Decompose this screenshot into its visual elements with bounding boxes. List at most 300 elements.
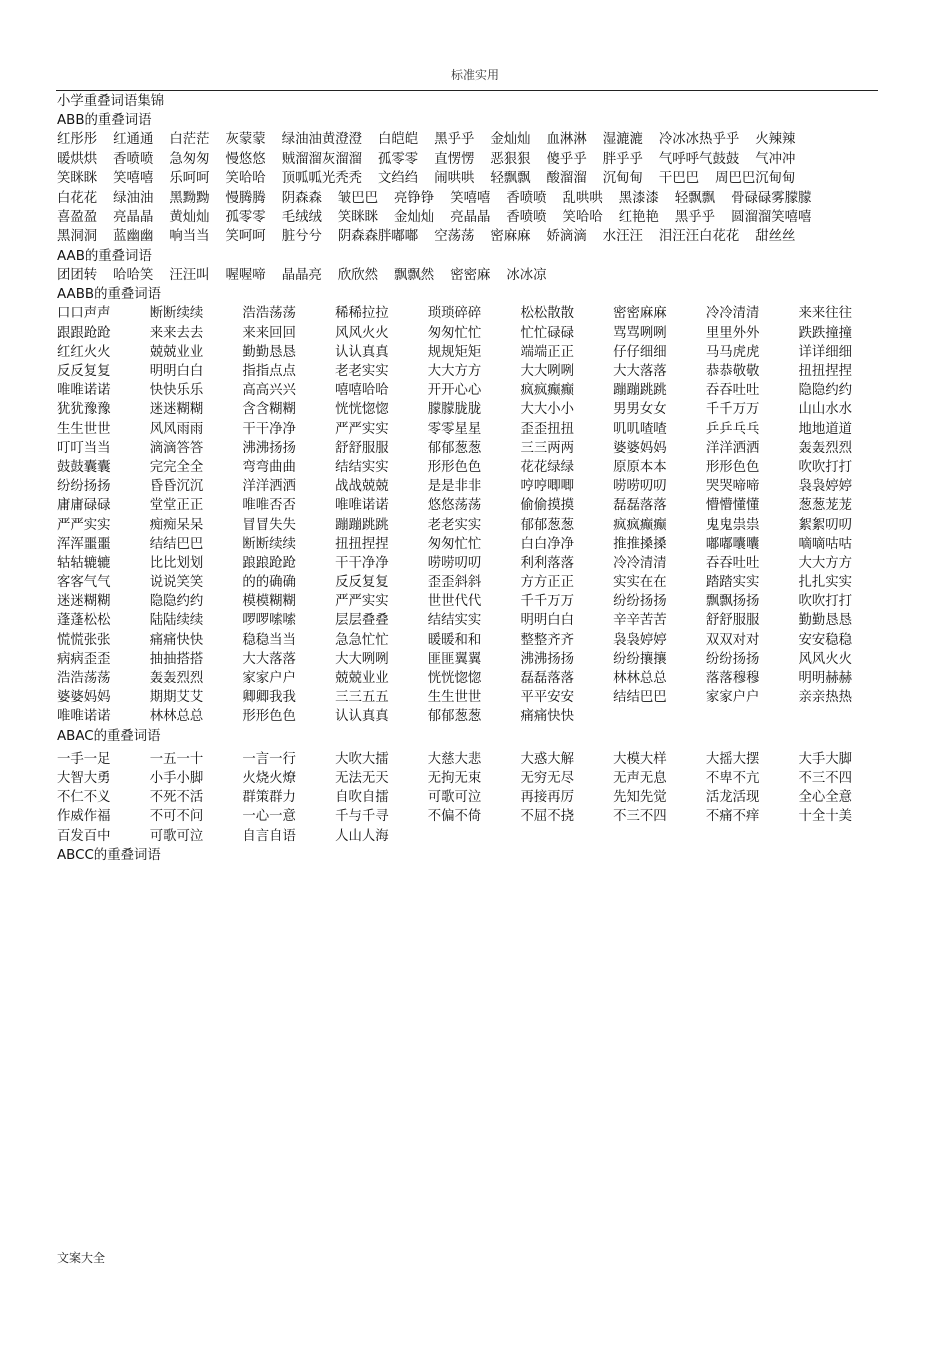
- word: 昏昏沉沉: [149, 479, 204, 495]
- word: 形形色色: [427, 459, 482, 475]
- word: 袅袅婷婷: [798, 479, 853, 495]
- word: 冒冒失失: [242, 517, 296, 533]
- word: 密密麻麻: [613, 306, 667, 322]
- word: 干干净净: [335, 555, 389, 571]
- word: 小手小脚: [149, 770, 204, 786]
- word-grid: [57, 750, 857, 846]
- word: 鼓鼓囊囊: [57, 459, 111, 475]
- word: 勤勤恳恳: [242, 344, 296, 360]
- word: 恭恭敬敬: [705, 364, 760, 380]
- word: 黑乎乎: [674, 209, 716, 225]
- word: 空荡荡: [434, 229, 475, 245]
- word: 大吹大擂: [335, 751, 389, 767]
- word: 大摇大摆: [705, 751, 760, 767]
- word: 娇滴滴: [546, 229, 587, 245]
- word: 金灿灿: [490, 132, 531, 148]
- word: 郁郁葱葱: [427, 709, 482, 725]
- word: 战战兢兢: [335, 479, 389, 495]
- word: 悠悠荡荡: [427, 498, 482, 514]
- word: 胖乎乎: [602, 151, 643, 167]
- word: 唯唯否否: [242, 498, 296, 514]
- word: 快快乐乐: [149, 383, 204, 399]
- word: 笑嘻嘻: [113, 171, 154, 187]
- word: 叮叮当当: [57, 440, 111, 456]
- word: 自言自语: [242, 828, 296, 844]
- word: 亮晶晶: [450, 209, 491, 225]
- word: 扎扎实实: [798, 575, 853, 591]
- word: 利利落落: [520, 555, 574, 571]
- word: 大慈大悲: [427, 751, 482, 767]
- word: 唯唯诺诺: [57, 383, 111, 399]
- word: 鬼鬼祟祟: [705, 517, 760, 533]
- word: 整整齐齐: [520, 632, 574, 648]
- word: 断断续续: [242, 536, 296, 552]
- document-title: 小学重叠词语集锦: [57, 94, 165, 109]
- word: 灰蒙蒙: [225, 132, 266, 148]
- word: 白白净净: [520, 536, 574, 552]
- word: 大模大样: [613, 751, 667, 767]
- word: 毛绒绒: [281, 209, 322, 225]
- word: 匆匆忙忙: [427, 325, 482, 341]
- word: 家家户户: [242, 671, 296, 687]
- word: 无法无天: [335, 770, 389, 786]
- word: 舒舒服服: [335, 440, 389, 456]
- word: 气呼呼气鼓鼓: [658, 151, 740, 167]
- word: 婆婆妈妈: [57, 690, 111, 706]
- word: 轻飘飘: [674, 190, 716, 206]
- word: 沉甸甸: [602, 171, 643, 187]
- word: 孤零零: [378, 151, 419, 167]
- word: 大大落落: [242, 651, 296, 667]
- word: 浑浑噩噩: [57, 536, 111, 552]
- word: 不死不活: [149, 790, 204, 806]
- word: 洋洋洒洒: [705, 440, 760, 456]
- word: 来来往往: [798, 306, 853, 322]
- word: 血淋淋: [546, 132, 587, 148]
- word: 无拘无束: [427, 770, 482, 786]
- word: 大大小小: [520, 402, 574, 418]
- word: 懵懵懂懂: [705, 498, 760, 514]
- word: 一心一意: [242, 809, 296, 825]
- word: 不三不四: [613, 809, 667, 825]
- word: 轱轱辘辘: [57, 555, 111, 571]
- word: 高高兴兴: [242, 383, 296, 399]
- section-heading: AABB的重叠词语: [57, 287, 162, 303]
- word: 林林总总: [149, 709, 204, 725]
- word: 恍恍惚惚: [335, 402, 389, 418]
- word: 亮晶晶: [113, 209, 154, 225]
- word: 平平安安: [520, 690, 574, 706]
- word: 冷冷清清: [705, 306, 760, 322]
- word: 湿漉漉: [602, 132, 643, 148]
- word: 喔喔啼: [225, 267, 266, 283]
- word: 磊磊落落: [520, 671, 574, 687]
- word: 安安稳稳: [798, 632, 853, 648]
- word: 红通通: [113, 132, 154, 148]
- word: 大大落落: [613, 364, 667, 380]
- word: 层层叠叠: [335, 613, 389, 629]
- word: 林林总总: [613, 671, 667, 687]
- word: 堂堂正正: [149, 498, 204, 514]
- word: 闹哄哄: [434, 171, 475, 187]
- word: 男男女女: [613, 402, 667, 418]
- word: 活龙活现: [705, 790, 760, 806]
- word: 文绉绉: [378, 171, 419, 187]
- word: 大大方方: [798, 555, 853, 571]
- section-heading: ABB的重叠词语: [57, 113, 152, 129]
- word-line: [57, 150, 857, 169]
- word: 唠唠叨叨: [613, 479, 667, 495]
- word: 抽抽搭搭: [149, 651, 204, 667]
- word: 跌跌撞撞: [798, 325, 853, 341]
- word: 不卑不亢: [705, 770, 760, 786]
- word: 嘟嘟囔囔: [705, 536, 760, 552]
- word: 痴痴呆呆: [149, 517, 204, 533]
- word: 稀稀拉拉: [335, 306, 389, 322]
- word: 冷冰冰热乎乎: [658, 132, 740, 148]
- word: 哈哈笑: [113, 267, 154, 283]
- word: 里里外外: [705, 325, 760, 341]
- word: 慢悠悠: [225, 151, 266, 167]
- word: 歪歪斜斜: [427, 575, 482, 591]
- word: 哭哭啼啼: [705, 479, 760, 495]
- word: 生生世世: [57, 421, 111, 437]
- word: 阴森森胖嘟嘟: [337, 229, 419, 245]
- word: 反反复复: [335, 575, 389, 591]
- word: 蹦蹦跳跳: [613, 383, 667, 399]
- word: 吞吞吐吐: [705, 555, 760, 571]
- section-heading: ABCC的重叠词语: [57, 847, 161, 863]
- word: 含含糊糊: [242, 402, 296, 418]
- word: 断断续续: [149, 306, 204, 322]
- word: 大手大脚: [798, 751, 853, 767]
- word: 来来去去: [149, 325, 204, 341]
- word: 蓝幽幽: [113, 229, 154, 245]
- word-grid: [57, 304, 857, 726]
- word: 不三不四: [798, 770, 853, 786]
- word: 明明赫赫: [798, 671, 853, 687]
- word: 严严实实: [57, 517, 111, 533]
- word: 踉踉跄跄: [242, 555, 296, 571]
- word: 仔仔细细: [613, 344, 667, 360]
- word: 火烧火燎: [242, 770, 296, 786]
- word: 严严实实: [335, 421, 389, 437]
- word: 袅袅婷婷: [613, 632, 667, 648]
- word: 暖暖和和: [427, 632, 482, 648]
- word: 老老实实: [427, 517, 482, 533]
- word: 痛痛快快: [520, 709, 574, 725]
- word: 纷纷扬扬: [705, 651, 760, 667]
- word: 松松散散: [520, 306, 574, 322]
- word: 跟跟跄跄: [57, 325, 111, 341]
- word: 是是非非: [427, 479, 482, 495]
- word: 兢兢业业: [149, 344, 204, 360]
- page-footer: 文案大全: [57, 1251, 106, 1265]
- word: 唠唠叨叨: [427, 555, 482, 571]
- word: 痛痛快快: [149, 632, 204, 648]
- word: 舒舒服服: [705, 613, 760, 629]
- word: 干干净净: [242, 421, 296, 437]
- word: 规规矩矩: [427, 344, 482, 360]
- word: 团团转: [57, 267, 98, 283]
- word: 孤零零: [225, 209, 266, 225]
- header-divider: [56, 90, 878, 91]
- word: 吹吹打打: [798, 459, 853, 475]
- word: 落落穆穆: [705, 671, 760, 687]
- word: 慢腾腾: [225, 190, 266, 206]
- word: 轰轰烈烈: [149, 671, 204, 687]
- word: 比比划划: [149, 555, 204, 571]
- word: 直愣愣: [434, 151, 475, 167]
- word: 周巴巴沉甸甸: [715, 171, 796, 187]
- word-line: [57, 227, 857, 246]
- word: 朦朦胧胧: [427, 402, 482, 418]
- word: 啰啰嗦嗦: [242, 613, 296, 629]
- word: 病病歪歪: [57, 651, 111, 667]
- word: 老老实实: [335, 364, 389, 380]
- word: 恶狠狠: [490, 151, 531, 167]
- word: 实实在在: [613, 575, 667, 591]
- word: 不偏不倚: [427, 809, 482, 825]
- word: 酸溜溜: [546, 171, 587, 187]
- word: 哼哼唧唧: [520, 479, 574, 495]
- word: 金灿灿: [394, 209, 435, 225]
- word: 千千万万: [705, 402, 760, 418]
- word: 笑嘻嘻: [450, 190, 491, 206]
- word: 亮铮铮: [394, 190, 435, 206]
- word: 浩浩荡荡: [242, 306, 296, 322]
- word: 唯唯诺诺: [57, 709, 111, 725]
- word: 陆陆续续: [149, 613, 204, 629]
- word: 蓬蓬松松: [57, 613, 111, 629]
- word-line: [57, 266, 857, 285]
- word: 风风雨雨: [149, 421, 204, 437]
- word: 地地道道: [798, 421, 853, 437]
- word: 婆婆妈妈: [613, 440, 667, 456]
- word: 隐隐约约: [149, 594, 204, 610]
- word: 形形色色: [242, 709, 296, 725]
- word: 完完全全: [149, 459, 204, 475]
- section-heading: ABAC的重叠词语: [57, 728, 161, 744]
- word: 冰冰凉: [506, 267, 547, 283]
- word: 嘀嘀咕咕: [798, 536, 853, 552]
- word: 生生世世: [427, 690, 482, 706]
- word: 作威作福: [57, 809, 111, 825]
- word-line: [57, 208, 857, 227]
- word: 乐呵呵: [169, 171, 210, 187]
- word: 大智大勇: [57, 770, 111, 786]
- word: 笑哈哈: [562, 209, 603, 225]
- word: 白茫茫: [169, 132, 210, 148]
- word: 疯疯癫癫: [613, 517, 667, 533]
- word: 香喷喷: [113, 151, 154, 167]
- word: 千千万万: [520, 594, 574, 610]
- word: 踏踏实实: [705, 575, 760, 591]
- word: 大惑大解: [520, 751, 574, 767]
- word: 扭扭捏捏: [798, 364, 853, 380]
- word: 脏兮兮: [281, 229, 322, 245]
- word: 辛辛苦苦: [613, 613, 667, 629]
- word: 慌慌张张: [57, 632, 111, 648]
- word: 吞吞吐吐: [705, 383, 760, 399]
- word: 红艳艳: [618, 209, 659, 225]
- word: 花花绿绿: [520, 459, 574, 475]
- word: 喜盈盈: [57, 209, 98, 225]
- word: 红红火火: [57, 344, 111, 360]
- word: 皱巴巴: [337, 190, 379, 206]
- word: 可歌可泣: [427, 790, 482, 806]
- word: 可歌可泣: [149, 828, 204, 844]
- word: 弯弯曲曲: [242, 459, 296, 475]
- word: 全心全意: [798, 790, 853, 806]
- word: 忙忙碌碌: [520, 325, 574, 341]
- word: 不可不问: [149, 809, 204, 825]
- word: 轻飘飘: [490, 171, 531, 187]
- word: 香喷喷: [506, 190, 547, 206]
- word: 傻乎乎: [546, 151, 587, 167]
- word: 冷冷清清: [613, 555, 667, 571]
- word: 香喷喷: [506, 209, 547, 225]
- word: 严严实实: [335, 594, 389, 610]
- word: 浩浩荡荡: [57, 671, 111, 687]
- word: 自吹自擂: [335, 790, 389, 806]
- word: 原原本本: [613, 459, 667, 475]
- word: 先知先觉: [613, 790, 667, 806]
- word-line: [57, 130, 857, 149]
- word: 推推搡搡: [613, 536, 667, 552]
- word: 密麻麻: [490, 229, 531, 245]
- word: 骨碌碌雾朦朦: [731, 190, 812, 206]
- word: 滴滴答答: [149, 440, 204, 456]
- word: 明明白白: [520, 613, 574, 629]
- word: 疯疯癫癫: [520, 383, 574, 399]
- word: 黄灿灿: [169, 209, 210, 225]
- word: 大大方方: [427, 364, 482, 380]
- word-line: [57, 189, 857, 208]
- word: 郁郁葱葱: [520, 517, 574, 533]
- word: 白花花: [57, 190, 98, 206]
- word: 汪汪叫: [169, 267, 210, 283]
- word: 方方正正: [520, 575, 574, 591]
- word: 密密麻: [450, 267, 491, 283]
- word: 干巴巴: [658, 171, 700, 187]
- word: 一手一足: [57, 751, 111, 767]
- word: 兢兢业业: [335, 671, 389, 687]
- word: 骂骂咧咧: [613, 325, 667, 341]
- document-body: [57, 92, 857, 869]
- word: 稳稳当当: [242, 632, 296, 648]
- word: 乱哄哄: [562, 190, 603, 206]
- word: 亲亲热热: [798, 690, 853, 706]
- word: 指指点点: [242, 364, 296, 380]
- word: 匪匪翼翼: [427, 651, 482, 667]
- word: 沸沸扬扬: [242, 440, 296, 456]
- word: 笑哈哈: [225, 171, 266, 187]
- word: 火辣辣: [755, 132, 796, 148]
- word: 笑眯眯: [57, 171, 98, 187]
- word: 认认真真: [335, 709, 389, 725]
- word: 明明白白: [149, 364, 204, 380]
- word: 吹吹打打: [798, 594, 853, 610]
- word: 山山水水: [798, 402, 853, 418]
- word: 急急忙忙: [335, 632, 389, 648]
- word: 双双对对: [705, 632, 760, 648]
- word: 歪歪扭扭: [520, 421, 574, 437]
- word: 认认真真: [335, 344, 389, 360]
- word: 家家户户: [705, 690, 760, 706]
- word: 口口声声: [57, 306, 111, 322]
- word: 端端正正: [520, 344, 574, 360]
- word: 磊磊落落: [613, 498, 667, 514]
- word: 红彤彤: [57, 132, 98, 148]
- word: 圆溜溜笑嘻嘻: [731, 209, 812, 225]
- word: 结结巴巴: [149, 536, 204, 552]
- word: 蹦蹦跳跳: [335, 517, 389, 533]
- word-line: [57, 169, 857, 188]
- word: 三三两两: [520, 440, 574, 456]
- page-header: 标准实用: [450, 68, 499, 82]
- word: 期期艾艾: [149, 690, 204, 706]
- word: 反反复复: [57, 364, 111, 380]
- word: 形形色色: [705, 459, 760, 475]
- word: 一五一十: [149, 751, 204, 767]
- word: 迷迷糊糊: [149, 402, 204, 418]
- word: 黑洞洞: [57, 229, 98, 245]
- word: 黑乎乎: [434, 132, 475, 148]
- word: 甜丝丝: [755, 229, 796, 245]
- word: 模模糊糊: [242, 594, 296, 610]
- word: 黑漆漆: [618, 190, 659, 206]
- word: 勤勤恳恳: [798, 613, 853, 629]
- word: 郁郁葱葱: [427, 440, 482, 456]
- word: 犹犹豫豫: [57, 402, 111, 418]
- word: 千与千寻: [335, 809, 389, 825]
- word: 纷纷攘攘: [613, 651, 667, 667]
- word: 笑眯眯: [337, 209, 379, 225]
- word: 结结实实: [427, 613, 482, 629]
- word: 叽叽喳喳: [613, 421, 667, 437]
- word: 隐隐约约: [798, 383, 853, 399]
- word: 的的确确: [242, 575, 296, 591]
- word: 轰轰烈烈: [798, 440, 853, 456]
- word: 纷纷扬扬: [613, 594, 667, 610]
- word: 结结实实: [335, 459, 389, 475]
- word: 扭扭捏捏: [335, 536, 389, 552]
- word: 绿油油: [113, 190, 154, 206]
- word: 笑呵呵: [225, 229, 266, 245]
- word: 马马虎虎: [705, 344, 760, 360]
- word: 恍恍惚惚: [427, 671, 482, 687]
- word: 结结巴巴: [613, 690, 667, 706]
- word: 一言一行: [242, 751, 296, 767]
- word: 黑黝黝: [169, 190, 210, 206]
- word: 唯唯诺诺: [335, 498, 389, 514]
- word: 匆匆忙忙: [427, 536, 482, 552]
- word: 阴森森: [281, 190, 322, 206]
- word: 零零星星: [427, 421, 482, 437]
- word: 洋洋洒洒: [242, 479, 296, 495]
- word: 三三五五: [335, 690, 389, 706]
- word: 不仁不义: [57, 790, 111, 806]
- word: 群策群力: [242, 790, 296, 806]
- word: 世世代代: [427, 594, 482, 610]
- word: 琐琐碎碎: [427, 306, 482, 322]
- word: 响当当: [169, 229, 210, 245]
- word: 无声无息: [613, 770, 667, 786]
- word: 大大咧咧: [520, 364, 574, 380]
- word: 沸沸扬扬: [520, 651, 574, 667]
- word: 水汪汪: [602, 229, 643, 245]
